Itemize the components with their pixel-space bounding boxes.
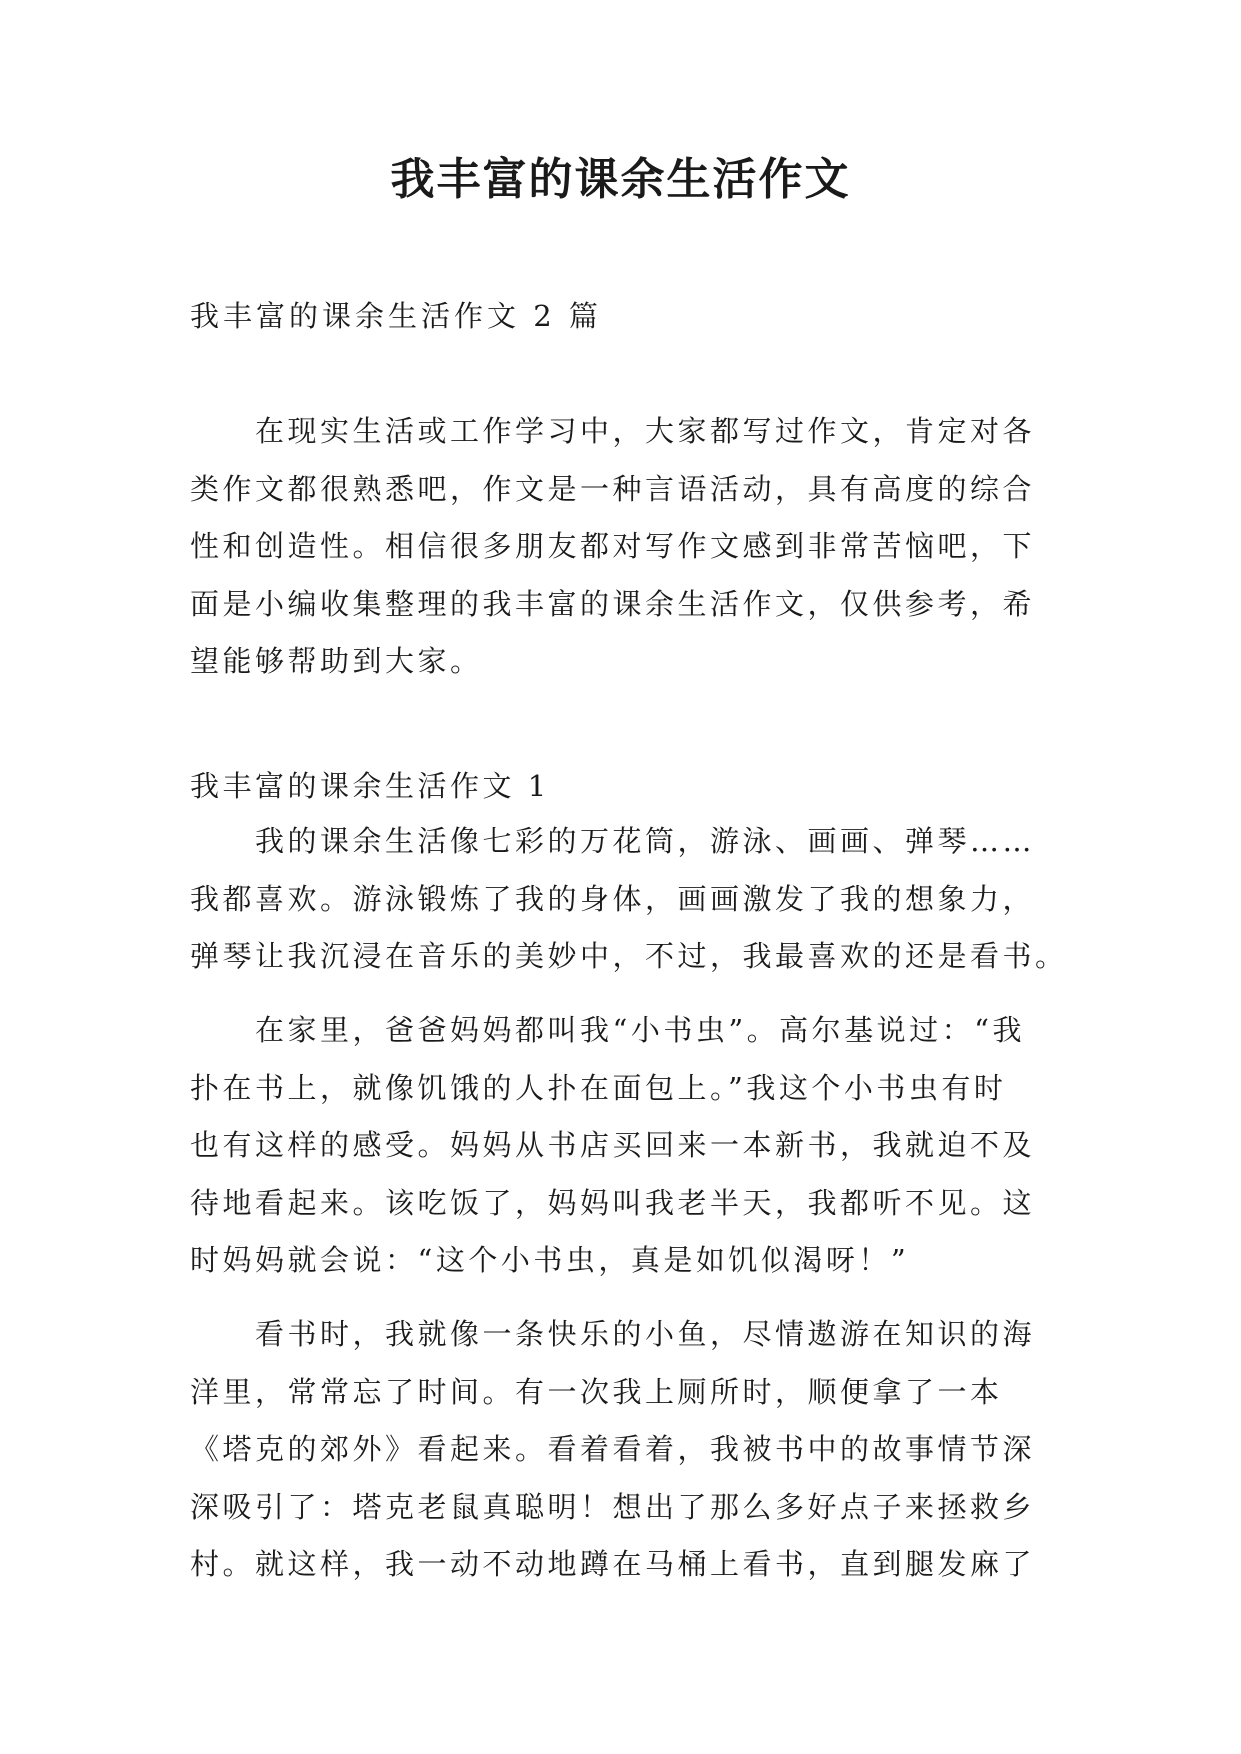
intro-paragraph — [190, 403, 1050, 691]
paragraph-line: 洋里，常常忘了时间。有一次我上厕所时，顺便拿了一本 — [190, 1374, 1003, 1409]
paragraph-line: 也有这样的感受。妈妈从书店买回来一本新书，我就迫不及 — [190, 1128, 1036, 1162]
paragraph-line: 看书时，我就像一条快乐的小鱼，尽情遨游在知识的海 — [255, 1317, 1036, 1351]
body-paragraph-2 — [190, 1002, 1050, 1290]
intro-line: 面是小编收集整理的我丰富的课余生活作文，仅供参考，希 — [190, 586, 1036, 621]
intro-line: 性和创造性。相信很多朋友都对写作文感到非常苦恼吧，下 — [190, 529, 1036, 563]
intro-line: 在现实生活或工作学习中，大家都写过作文，肯定对各 — [255, 414, 1036, 448]
paragraph-line: 深吸引了：塔克老鼠真聪明！想出了那么多好点子来拯救乡 — [190, 1489, 1036, 1524]
intro-line: 望能够帮助到大家。 — [190, 644, 483, 678]
paragraph-line: 在家里，爸爸妈妈都叫我“小书虫”。高尔基说过：“我 — [255, 1013, 1025, 1047]
paragraph-line: 我都喜欢。游泳锻炼了我的身体，画画激发了我的想象力， — [190, 881, 1036, 916]
paragraph-line: 待地看起来。该吃饭了，妈妈叫我老半天，我都听不见。这 — [190, 1185, 1036, 1220]
paragraph-line: 扑在书上，就像饥饿的人扑在面包上。”我这个小书虫有时 — [190, 1070, 1007, 1105]
body-paragraph-1 — [190, 813, 1068, 986]
paragraph-line: 《塔克的郊外》看起来。看着看着，我被书中的故事情节深 — [190, 1432, 1036, 1466]
section-heading — [190, 758, 1050, 816]
document-subtitle: 我丰富的课余生活作文 2 篇 — [190, 299, 602, 333]
paragraph-line: 我的课余生活像七彩的万花筒，游泳、画画、弹琴…… — [255, 824, 1036, 858]
paragraph-line: 弹琴让我沉浸在音乐的美妙中，不过，我最喜欢的还是看书。 — [190, 939, 1068, 973]
paragraph-line: 时妈妈就会说：“这个小书虫，真是如饥似渴呀！” — [190, 1243, 910, 1277]
paragraph-line: 村。就这样，我一动不动地蹲在马桶上看书，直到腿发麻了 — [190, 1547, 1036, 1581]
body-paragraph-3 — [190, 1306, 1050, 1594]
intro-line: 类作文都很熟悉吧，作文是一种言语活动，具有高度的综合 — [190, 471, 1036, 506]
document-title: 我丰富的课余生活作文 — [390, 154, 851, 205]
section-heading-text: 我丰富的课余生活作文 1 — [190, 769, 550, 803]
